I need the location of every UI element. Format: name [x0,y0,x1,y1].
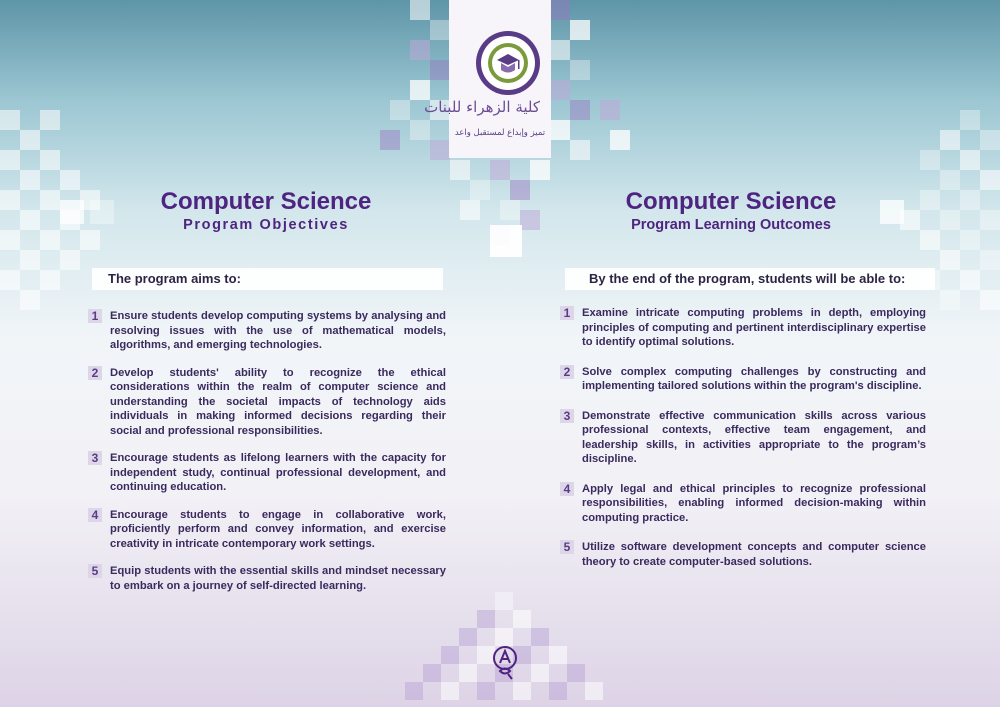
mosaic-square [40,190,60,210]
mosaic-square [920,190,940,210]
mosaic-square [940,170,960,190]
mosaic-square [430,140,450,160]
mosaic-square [441,682,459,700]
outcome-number: 4 [560,482,574,496]
mosaic-square [960,110,980,130]
mosaic-square [530,160,550,180]
mosaic-square [500,200,520,220]
mosaic-square [520,210,540,230]
outcome-item [560,365,926,394]
mosaic-square [0,270,20,290]
mosaic-square [390,100,410,120]
outcomes-title: Computer Science [625,188,837,215]
objective-text: Ensure students develop computing systems by analysing and resolving issues with the use of mathematical models, algorithms, and emerging technologies. [110,310,446,351]
outcome-text: Solve complex computing challenges by constructing and implementing tailored solutions within the program's discipline. [582,365,926,392]
mosaic-square [40,110,60,130]
mosaic-square [0,190,20,210]
objective-text: Develop students' ability to recognize the ethical considerations within the realm of computer science and understanding the societal impacts of technology aids individuals in making informed decisions regarding their social and professional responsibilities. [110,366,446,437]
mosaic-square [567,664,585,682]
mosaic-square [550,40,570,60]
mosaic-square [80,230,100,250]
objective-text: Encourage students as lifelong learners with the capacity for independent study, continual professional development, and continuing education. [110,452,446,493]
mosaic-square [610,130,630,150]
mosaic-square [477,682,495,700]
mosaic-square [0,230,20,250]
outcome-item [560,409,926,467]
mosaic-square [550,0,570,20]
mosaic-square [459,664,477,682]
mosaic-square [459,628,477,646]
objectives-list [88,309,446,606]
mosaic-square [0,150,20,170]
outcome-item [560,482,926,526]
mosaic-square [940,290,960,310]
mosaic-square [60,200,84,224]
mosaic-square [570,20,590,40]
mosaic-square [600,100,620,120]
outcomes-list [560,306,926,584]
mosaic-square [570,60,590,80]
outcomes-heading [595,188,867,234]
objective-number: 4 [88,508,102,522]
mosaic-square [960,270,980,290]
mosaic-square [430,20,450,40]
mosaic-square [410,40,430,60]
objective-text: Encourage students to engage in collaborative work, proficiently perform and convey information, and exercise creativity in intricate contemporary work settings. [110,508,446,550]
mosaic-square [531,664,549,682]
outcome-item [560,540,926,569]
mosaic-square [490,160,510,180]
mosaic-square [410,120,430,140]
objective-number: 2 [88,366,102,380]
mosaic-square [40,270,60,290]
mosaic-square [549,646,567,664]
mosaic-square [495,592,513,610]
outcome-text: Utilize software development concepts and computer science theory to create computer-based solutions. [582,541,926,568]
mosaic-square [980,170,1000,190]
mosaic-square [20,250,40,270]
outcome-text: Examine intricate computing problems in depth, employing principles of computing and pertinent interdisciplinary expertise to identify optimal solutions. [582,307,926,348]
mosaic-square [477,610,495,628]
mosaic-square [980,250,1000,270]
mosaic-square [510,180,530,200]
objective-item [88,508,446,552]
outcome-text: Demonstrate effective communication skills across various professional contexts, effective team engagement, and leadership skills, in activities appropriate to the program’s discipline. [582,409,926,465]
mosaic-square [490,225,522,257]
objective-number: 3 [88,451,102,465]
mosaic-square [450,160,470,180]
mosaic-square [549,682,567,700]
objective-text: Equip students with the essential skills and mindset necessary to embark on a journey of self-directed learning. [110,565,446,592]
mosaic-square [940,130,960,150]
outcome-item [560,306,926,350]
mosaic-square [920,230,940,250]
outcome-number: 1 [560,306,574,320]
mosaic-square [430,60,450,80]
mosaic-square [920,150,940,170]
mosaic-square [980,130,1000,150]
mosaic-square [495,628,513,646]
mosaic-square [0,110,20,130]
outcomes-subtitle: Program Learning Outcomes [631,217,831,233]
mosaic-square [513,682,531,700]
mosaic-square [40,150,60,170]
mosaic-square [960,230,980,250]
mosaic-square [380,130,400,150]
outcome-number: 2 [560,365,574,379]
mosaic-square [940,210,960,230]
objective-item [88,366,446,439]
college-monogram-icon [491,645,519,681]
mosaic-square [570,140,590,160]
mosaic-square [90,200,114,224]
college-tagline-arabic: تميز وإبداع لمستقبل واعد [454,128,546,138]
outcomes-intro-bar: By the end of the program, students will be able to: [565,268,935,290]
outcome-number: 3 [560,409,574,423]
mosaic-square [513,610,531,628]
mosaic-square [980,210,1000,230]
objectives-intro-bar: The program aims to: [92,268,443,290]
objectives-subtitle: Program Objectives [183,217,349,233]
mosaic-square [40,230,60,250]
college-name-arabic: كلية الزهراء للبنات [424,98,540,116]
objective-item [88,451,446,495]
objective-number: 1 [88,309,102,323]
mosaic-square [960,190,980,210]
mosaic-square [423,664,441,682]
mosaic-square [441,646,459,664]
mosaic-square [20,210,40,230]
mosaic-square [60,250,80,270]
mosaic-square [550,80,570,100]
mosaic-square [20,170,40,190]
mosaic-square [60,170,80,190]
mosaic-square [960,150,980,170]
mosaic-square [940,250,960,270]
objectives-title: Computer Science [160,188,372,215]
mosaic-square [405,682,423,700]
mosaic-square [531,628,549,646]
mosaic-square [20,130,40,150]
mosaic-square [460,200,480,220]
mosaic-square [980,290,1000,310]
college-seal-icon [475,30,541,96]
outcome-text: Apply legal and ethical principles to recognize professional responsibilities, enabling informed decision-making within computing practice. [582,482,926,524]
mosaic-square [470,180,490,200]
outcome-number: 5 [560,540,574,554]
mosaic-square [410,80,430,100]
mosaic-square [410,0,430,20]
objective-number: 5 [88,564,102,578]
mosaic-square [880,200,904,224]
objective-item [88,309,446,353]
mosaic-square [550,120,570,140]
mosaic-square [20,290,40,310]
mosaic-square [570,100,590,120]
mosaic-square [585,682,603,700]
objective-item [88,564,446,593]
objectives-heading [130,188,402,234]
